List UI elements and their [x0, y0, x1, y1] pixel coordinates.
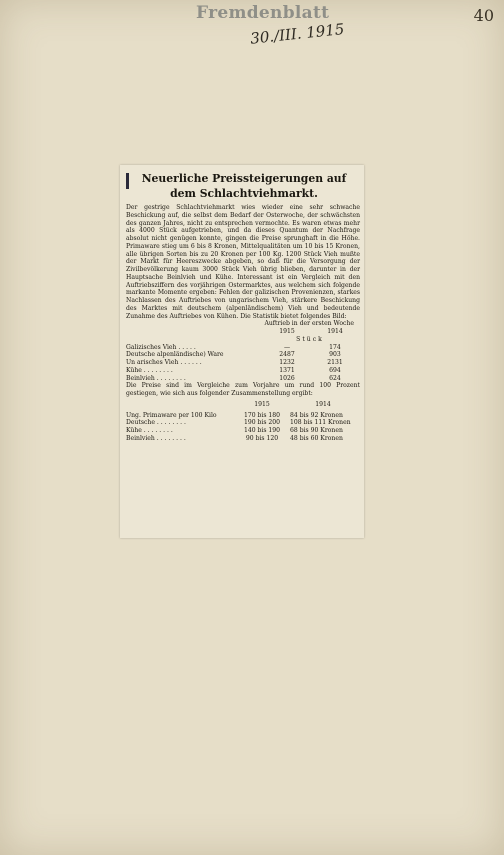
- newspaper-stamp: Fremdenblatt: [196, 3, 330, 23]
- table-row: Kühe . . . . . . . . 140 bis 190 68 bis 90 Kronen: [126, 427, 343, 434]
- table-row: Beinlvieh . . . . . . . . 90 bis 120 48 bis 60 Kronen: [126, 434, 343, 442]
- table-row: Beinlvieh . . . . . . . . 1026 624: [126, 374, 341, 382]
- price-table-years: [126, 401, 360, 409]
- article-headline: Neuerliche Preissteigerungen auf dem Schlachtviehmarkt.: [141, 172, 347, 200]
- livestock-table-unit-row: [126, 336, 360, 344]
- heading-marker-bar: [126, 173, 129, 189]
- table-row: Un arisches Vieh . . . . . . 1232 2131: [126, 359, 343, 366]
- year-label: 1915: [279, 328, 295, 335]
- table-row: Ung. Primaware per 100 Kilo 170 bis 180 84 bis 92 Kronen: [126, 411, 343, 419]
- table-row: Galizisches Vieh . . . . . — 174: [126, 343, 341, 351]
- newspaper-clipping: [120, 165, 364, 538]
- year-label: 1915: [254, 400, 270, 408]
- page-number: 40: [473, 6, 494, 25]
- livestock-table-heading: Auftrieb in der ersten Woche: [264, 320, 354, 328]
- table-row: Deutsche alpenländische) Ware 2487 903: [126, 351, 341, 359]
- year-label: 1914: [315, 400, 331, 408]
- livestock-table-years: [126, 328, 360, 336]
- year-label: 1914: [327, 328, 343, 335]
- livestock-table: [126, 320, 360, 382]
- handwritten-date: 30./III. 1915: [249, 19, 346, 48]
- table-row: Kühe . . . . . . . . 1371 694: [126, 366, 341, 374]
- unit-label: Stück: [296, 335, 324, 343]
- article-body: Der gestrige Schlachtviehmarkt wies wieder eine sehr schwache Beschickung auf, die selbst dem Bedarf der Osterwoche, der schwächsten des ganzen Jahres, nicht zu entsprechen vermochte. Es waren etwas mehr als 4000 Stück aufgetrieben, und da dieses Quantum der Nachfrage absolut nicht genügen konnte, gingen die Preise sprunghaft in die Höhe. Primaware stieg um 6 bis 8 Kronen, Mittelqualitäten um 10 bis 15 Kronen, alle übrigen Sorten bis zu 20 Kronen per 100 Kg. 1200 Stück Vieh mußte der Markt für Heereszwecke abgeben, so daß für die Versorgung der Zivilbevölkerung kaum 3000 Stück Vieh übrig blieben, darunter in der Hauptsache Beinlvieh und Kühe. Interessant ist ein Vergleich mit den Auftriebsziffern des vorjährigen Ostermarktes, aus welchem sich folgende markante Momente ergeben: Fehlen der galizischen Provenienzen, starkes Nachlassen des Auftriebes von ungarischem Vieh, stärkere Beschickung des Marktes mit deutschem (alpenländischem) Vieh und bedeutende Zunahme des Auftriebes von Kühen. Die Statistik bietet folgendes Bild:: [126, 204, 360, 320]
- table-row: Deutsche . . . . . . . . 190 bis 200 108 bis 111 Kronen: [126, 419, 351, 427]
- article-body-continued: Die Preise sind im Vergleiche zum Vorjahre um rund 100 Prozent gestiegen, wie sich aus folgender Zusammenstellung ergibt:: [126, 382, 360, 397]
- price-table: [126, 401, 360, 443]
